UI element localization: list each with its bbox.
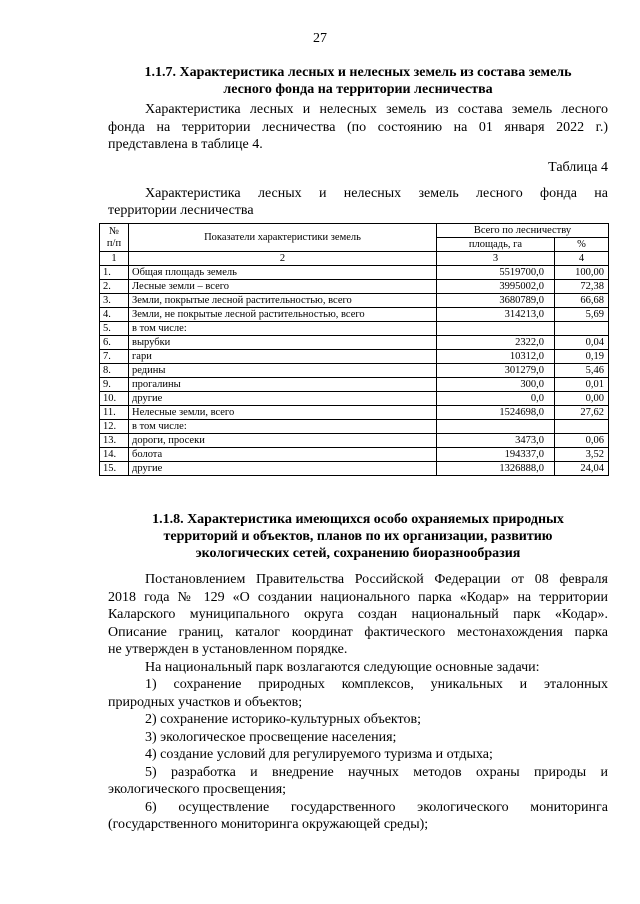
heading-line: экологических сетей, сохранению биоразнообразия xyxy=(195,546,521,561)
header-indicator: Показатели характеристики земель xyxy=(129,224,437,252)
row-percent: 5,46 xyxy=(555,364,609,378)
section-heading-1-1-8 xyxy=(108,511,608,562)
header-area: площадь, га xyxy=(437,238,555,252)
row-number: 11. xyxy=(100,406,129,420)
row-indicator: Нелесные земли, всего xyxy=(129,406,437,420)
header-number-abbr: п/п xyxy=(106,237,122,249)
paragraph-line: не утвержден в установленном порядке. xyxy=(108,642,348,657)
table-caption xyxy=(108,185,608,219)
row-number: 12. xyxy=(100,420,129,434)
row-indicator: в том числе: xyxy=(129,420,437,434)
table-row xyxy=(100,336,609,350)
row-number: 13. xyxy=(100,434,129,448)
header-percent: % xyxy=(555,238,609,252)
row-percent: 0,01 xyxy=(555,378,609,392)
row-indicator: Общая площадь земель xyxy=(129,266,437,280)
row-percent: 5,69 xyxy=(555,308,609,322)
paragraph-line: представлена в таблице 4. xyxy=(108,137,263,152)
row-indicator: другие xyxy=(129,392,437,406)
row-area: 10312,0 xyxy=(437,350,555,364)
row-area: 314213,0 xyxy=(437,308,555,322)
task-1-line: 1) сохранение природных комплексов, уникальных и эталонных xyxy=(145,677,608,692)
header-number xyxy=(100,224,129,252)
row-area: 2322,0 xyxy=(437,336,555,350)
row-percent xyxy=(555,420,609,434)
table-row xyxy=(100,364,609,378)
paragraph-line: Описание границ, каталог координат фактического местонахождения парка xyxy=(108,624,608,640)
row-indicator: гари xyxy=(129,350,437,364)
row-number: 6. xyxy=(100,336,129,350)
table-row xyxy=(100,406,609,420)
column-index: 3 xyxy=(437,252,555,266)
heading-line: 1.1.7. Характеристика лесных и нелесных земель из состава земель xyxy=(144,65,572,80)
row-percent: 100,00 xyxy=(555,266,609,280)
row-indicator: редины xyxy=(129,364,437,378)
row-area xyxy=(437,322,555,336)
heading-line: 1.1.8. Характеристика имеющихся особо охраняемых природных xyxy=(152,512,564,527)
row-indicator: в том числе: xyxy=(129,322,437,336)
intro-paragraph xyxy=(108,101,608,154)
table-row xyxy=(100,378,609,392)
row-number: 2. xyxy=(100,280,129,294)
row-area: 3680789,0 xyxy=(437,294,555,308)
row-area: 194337,0 xyxy=(437,448,555,462)
row-percent: 0,00 xyxy=(555,392,609,406)
task-5-line: 5) разработка и внедрение научных методов охраны природы и xyxy=(145,764,608,780)
row-percent: 0,19 xyxy=(555,350,609,364)
row-number: 15. xyxy=(100,462,129,476)
table-row xyxy=(100,322,609,336)
tasks-intro: На национальный парк возлагаются следующие основные задачи: xyxy=(145,659,540,675)
header-number-symbol: № xyxy=(108,225,120,237)
row-indicator: Лесные земли – всего xyxy=(129,280,437,294)
row-number: 7. xyxy=(100,350,129,364)
row-indicator: болота xyxy=(129,448,437,462)
row-percent: 3,52 xyxy=(555,448,609,462)
land-characteristics-table xyxy=(99,223,609,476)
table-row xyxy=(100,448,609,462)
row-indicator: Земли, покрытые лесной растительностью, всего xyxy=(129,294,437,308)
row-percent: 27,62 xyxy=(555,406,609,420)
row-indicator: прогалины xyxy=(129,378,437,392)
task-2: 2) сохранение историко-культурных объектов; xyxy=(145,712,421,727)
section-heading-1-1-7 xyxy=(108,64,608,98)
row-indicator: вырубки xyxy=(129,336,437,350)
row-percent: 24,04 xyxy=(555,462,609,476)
table-row xyxy=(100,280,609,294)
heading-line: лесного фонда на территории лесничества xyxy=(223,82,493,97)
row-number: 10. xyxy=(100,392,129,406)
row-number: 14. xyxy=(100,448,129,462)
table-row xyxy=(100,308,609,322)
table-body xyxy=(100,266,609,476)
paragraph-line: фонда на территории лесничества (по состоянию на 01 января 2022 г.) xyxy=(108,119,608,135)
paragraph-line: Каларского муниципального округа создан национальный парк «Кодар». xyxy=(108,607,608,622)
row-area: 3473,0 xyxy=(437,434,555,448)
column-index-row xyxy=(100,252,609,266)
row-number: 1. xyxy=(100,266,129,280)
caption-line: территории лесничества xyxy=(108,203,254,218)
row-area: 300,0 xyxy=(437,378,555,392)
row-number: 9. xyxy=(100,378,129,392)
row-number: 5. xyxy=(100,322,129,336)
row-area: 5519700,0 xyxy=(437,266,555,280)
section-body xyxy=(108,571,608,834)
row-number: 4. xyxy=(100,308,129,322)
column-index: 1 xyxy=(100,252,129,266)
task-3: 3) экологическое просвещение населения; xyxy=(145,729,397,745)
row-number: 3. xyxy=(100,294,129,308)
table-row xyxy=(100,350,609,364)
paragraph-line: Характеристика лесных и нелесных земель из состава земель лесного xyxy=(145,102,608,117)
table-row xyxy=(100,462,609,476)
page-number: 27 xyxy=(313,31,327,46)
column-index: 2 xyxy=(129,252,437,266)
row-indicator: дороги, просеки xyxy=(129,434,437,448)
row-area: 3995002,0 xyxy=(437,280,555,294)
table-row xyxy=(100,434,609,448)
column-index: 4 xyxy=(555,252,609,266)
table-label: Таблица 4 xyxy=(548,160,608,175)
table-row xyxy=(100,294,609,308)
table-row xyxy=(100,392,609,406)
row-percent: 72,38 xyxy=(555,280,609,294)
task-6-line: (государственного мониторинга окружающей среды); xyxy=(108,817,429,832)
table-row xyxy=(100,420,609,434)
row-area: 1326888,0 xyxy=(437,462,555,476)
row-percent: 0,04 xyxy=(555,336,609,350)
row-percent: 66,68 xyxy=(555,294,609,308)
task-6-line: 6) осуществление государственного экологического мониторинга xyxy=(145,799,608,815)
paragraph-line: Постановлением Правительства Российской Федерации от 08 февраля xyxy=(145,572,608,587)
row-percent xyxy=(555,322,609,336)
row-indicator: Земли, не покрытые лесной растительностью, всего xyxy=(129,308,437,322)
row-area xyxy=(437,420,555,434)
row-number: 8. xyxy=(100,364,129,378)
heading-line: территорий и объектов, планов по их организации, развитию xyxy=(163,529,553,544)
task-5-line: экологического просвещения; xyxy=(108,782,287,797)
task-4: 4) создание условий для регулируемого туризма и отдыха; xyxy=(145,747,493,762)
header-total-group: Всего по лесничеству xyxy=(437,224,609,238)
row-percent: 0,06 xyxy=(555,434,609,448)
row-area: 301279,0 xyxy=(437,364,555,378)
caption-line: Характеристика лесных и нелесных земель лесного фонда на xyxy=(145,186,608,201)
row-area: 0,0 xyxy=(437,392,555,406)
table-row xyxy=(100,266,609,280)
task-1-line: природных участков и объектов; xyxy=(108,694,303,710)
row-area: 1524698,0 xyxy=(437,406,555,420)
row-indicator: другие xyxy=(129,462,437,476)
paragraph-line: 2018 года № 129 «О создании национального парка «Кодар» на территории xyxy=(108,589,608,605)
